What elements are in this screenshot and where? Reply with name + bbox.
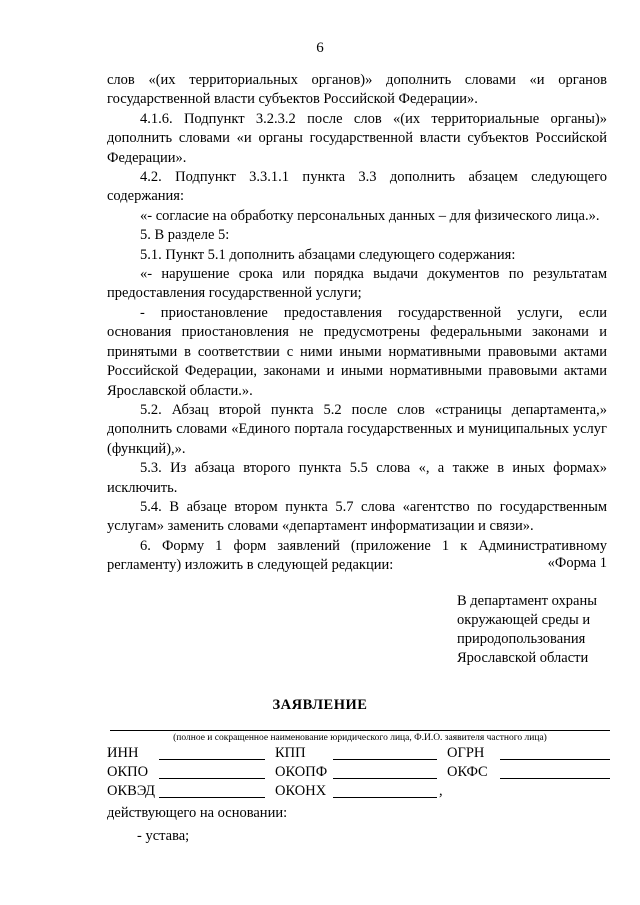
paragraph: 5.4. В абзаце втором пункта 5.7 слова «агентство по государственным услугам» заменить словами «департамент информатизации и связи». [107, 498, 607, 535]
name-caption: (полное и сокращенное наименование юридического лица, Ф.И.О. заявителя частного лица) [173, 733, 547, 743]
addressee-line: Ярославской области [457, 650, 589, 666]
field-label-inn: ИНН [107, 745, 139, 761]
paragraph: 5. В разделе 5: [140, 227, 230, 244]
okfs-field[interactable] [500, 764, 610, 779]
basis-label: действующего на основании: [107, 805, 288, 821]
fields-row [107, 783, 610, 803]
paragraph: слов «(их территориальных органов)» дополнить словами «и органов государственной власти субъектов Российской Федерации». [107, 72, 607, 108]
field-label-okved: ОКВЭД [107, 783, 156, 799]
okved-field[interactable] [159, 783, 265, 798]
paragraph: 6. Форму 1 форм заявлений (приложение 1 к Административному регламенту) изложить в следующей редакции: [107, 537, 607, 574]
inn-field[interactable] [159, 745, 265, 760]
paragraph: 4.1.6. Подпункт 3.2.3.2 после слов «(их территориальные органы)» дополнить словами «и органы государственной власти субъектов Российской Федерации». [107, 110, 607, 166]
kpp-field[interactable] [333, 745, 437, 760]
paragraph: 5.1. Пункт 5.1 дополнить абзацами следующего содержания: [140, 246, 516, 263]
document-title: ЗАЯВЛЕНИЕ [272, 697, 368, 713]
addressee-block [457, 592, 617, 668]
okopf-field[interactable] [333, 764, 437, 779]
paragraph: - приостановление предоставления государственной услуги, если основания приостановления не предусмотрены федеральными законами и принятыми в соответствии с ними иными нормативными правовыми актами Российской Федерации, законами и иными нормативными правовыми актами Ярославской области.». [107, 304, 607, 399]
basis-item: - устава; [137, 828, 190, 844]
paragraph: 5.2. Абзац второй пункта 5.2 после слов «страницы департамента,» дополнить словами «Единого портала государственных и муниципальных услуг (функций),». [107, 401, 607, 457]
addressee-line: В департамент охраны [457, 593, 597, 609]
okonh-field[interactable] [333, 783, 437, 798]
field-label-okpo: ОКПО [107, 764, 149, 780]
field-label-okfs: ОКФС [447, 764, 488, 780]
paragraph: «- нарушение срока или порядка выдачи документов по результатам предоставления государственной услуги; [107, 266, 607, 302]
field-label-kpp: КПП [275, 745, 306, 761]
name-underline [110, 730, 610, 731]
paragraph: 4.2. Подпункт 3.3.1.1 пункта 3.3 дополнить абзацем следующего содержания: [107, 169, 607, 205]
form-label: «Форма 1 [547, 555, 607, 571]
addressee-line: природопользования [457, 631, 586, 647]
document-body [107, 71, 607, 576]
trailing-comma: , [439, 783, 443, 799]
addressee-line: окружающей среды и [457, 612, 591, 628]
fields-row [107, 764, 610, 784]
field-label-ogrn: ОГРН [447, 745, 485, 761]
field-label-okopf: ОКОПФ [275, 764, 328, 780]
fields-row [107, 745, 610, 765]
ogrn-field[interactable] [500, 745, 610, 760]
paragraph: «- согласие на обработку персональных данных – для физического лица.». [140, 207, 600, 224]
field-label-okonh: ОКОНХ [275, 783, 327, 799]
okpo-field[interactable] [159, 764, 265, 779]
paragraph: 5.3. Из абзаца второго пункта 5.5 слова «, а также в иных формах» исключить. [107, 460, 607, 496]
page-number: 6 [316, 40, 324, 56]
